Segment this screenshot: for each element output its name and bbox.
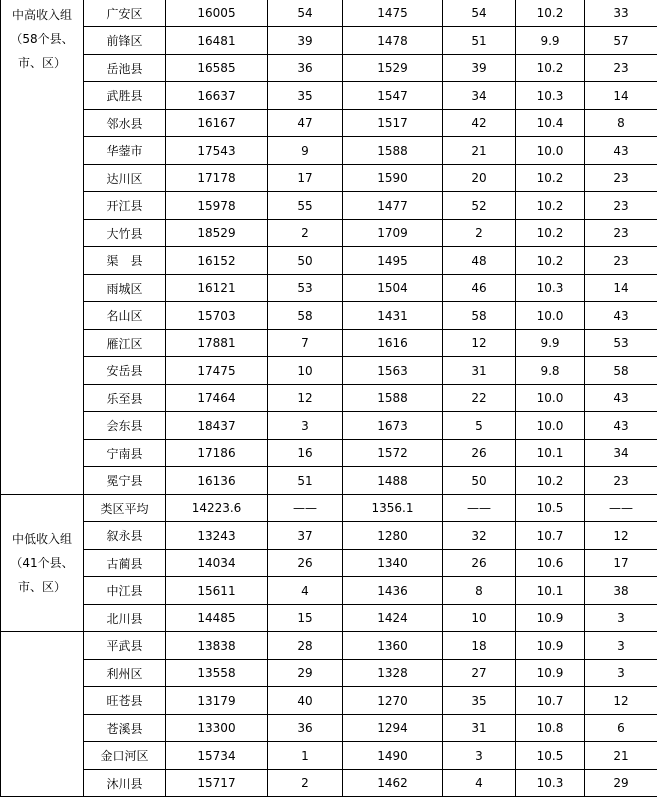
ratio-rank-cell: 23 (585, 192, 657, 220)
region-name-cell: 北川县 (84, 605, 166, 632)
ratio-value-cell: 10.2 (516, 0, 585, 27)
ratio-rank-cell: 12 (585, 522, 657, 550)
consumption-value-cell: 1462 (343, 770, 443, 797)
table-row (1, 715, 657, 742)
consumption-rank-cell: 10 (443, 605, 516, 632)
consumption-rank-cell: 26 (443, 440, 516, 467)
table-row (1, 137, 657, 165)
region-name-cell: 华蓥市 (84, 137, 166, 165)
region-name-cell: 沐川县 (84, 770, 166, 797)
income-rank-cell: 58 (268, 302, 343, 330)
ratio-rank-cell: 8 (585, 110, 657, 137)
region-name-cell: 叙永县 (84, 522, 166, 550)
region-name-cell: 会东县 (84, 412, 166, 440)
income-value-cell: 16136 (166, 467, 268, 495)
region-name-cell: 雁江区 (84, 330, 166, 357)
region-name-cell: 古蔺县 (84, 550, 166, 577)
table-row (1, 247, 657, 275)
ratio-rank-cell: 34 (585, 440, 657, 467)
table-row (1, 165, 657, 192)
ratio-value-cell: 10.1 (516, 577, 585, 605)
income-rank-cell: 47 (268, 110, 343, 137)
consumption-value-cell: 1517 (343, 110, 443, 137)
consumption-value-cell: 1504 (343, 275, 443, 302)
income-value-cell: 18437 (166, 412, 268, 440)
region-name-cell: 达川区 (84, 165, 166, 192)
group-label-line: （58个县、 (10, 32, 74, 46)
ratio-value-cell: 10.2 (516, 192, 585, 220)
table-row (1, 632, 657, 660)
ratio-value-cell: 10.2 (516, 220, 585, 247)
region-name-cell: 邻水县 (84, 110, 166, 137)
region-name-cell: 武胜县 (84, 82, 166, 110)
group-label-line: 市、区） (17, 580, 66, 594)
ratio-value-cell: 10.6 (516, 550, 585, 577)
region-name-cell: 乐至县 (84, 385, 166, 412)
income-value-cell: 16637 (166, 82, 268, 110)
income-rank-cell: 2 (268, 220, 343, 247)
table-row (1, 522, 657, 550)
income-value-cell: 15717 (166, 770, 268, 797)
consumption-rank-cell: 54 (443, 0, 516, 27)
region-name-cell: 开江县 (84, 192, 166, 220)
consumption-value-cell: 1588 (343, 385, 443, 412)
ratio-rank-cell: 12 (585, 687, 657, 715)
income-value-cell: 17464 (166, 385, 268, 412)
region-name-cell: 名山区 (84, 302, 166, 330)
table-row (1, 330, 657, 357)
consumption-value-cell: 1490 (343, 742, 443, 770)
ratio-value-cell: 10.0 (516, 302, 585, 330)
ratio-value-cell: 10.1 (516, 440, 585, 467)
ratio-value-cell: 10.9 (516, 660, 585, 687)
income-value-cell: 16121 (166, 275, 268, 302)
ratio-value-cell: 10.2 (516, 467, 585, 495)
ratio-value-cell: 10.5 (516, 742, 585, 770)
income-rank-cell: 50 (268, 247, 343, 275)
ratio-value-cell: 10.7 (516, 687, 585, 715)
income-rank-cell: 2 (268, 770, 343, 797)
region-name-cell: 雨城区 (84, 275, 166, 302)
ratio-value-cell: 10.2 (516, 247, 585, 275)
ratio-rank-cell: 3 (585, 632, 657, 660)
group-label-cell (1, 0, 84, 495)
group-label-cell (1, 632, 84, 797)
income-rank-cell: 4 (268, 577, 343, 605)
income-value-cell: 13243 (166, 522, 268, 550)
ratio-value-cell: 10.4 (516, 110, 585, 137)
income-value-cell: 16585 (166, 55, 268, 82)
region-name-cell: 冕宁县 (84, 467, 166, 495)
table-row (1, 0, 657, 27)
income-rank-cell: 36 (268, 715, 343, 742)
ratio-value-cell: 10.2 (516, 55, 585, 82)
ratio-rank-cell: 38 (585, 577, 657, 605)
consumption-rank-cell: 51 (443, 27, 516, 55)
region-name-cell: 大竹县 (84, 220, 166, 247)
table-row (1, 440, 657, 467)
ratio-rank-cell: 17 (585, 550, 657, 577)
region-name-cell: 旺苍县 (84, 687, 166, 715)
consumption-value-cell: 1436 (343, 577, 443, 605)
consumption-rank-cell: 35 (443, 687, 516, 715)
consumption-value-cell: 1424 (343, 605, 443, 632)
ratio-value-cell: 10.0 (516, 412, 585, 440)
ratio-rank-cell: 23 (585, 467, 657, 495)
consumption-value-cell: 1616 (343, 330, 443, 357)
table-row (1, 687, 657, 715)
ratio-rank-cell: 3 (585, 605, 657, 632)
ratio-rank-cell: —— (585, 495, 657, 522)
table-row (1, 770, 657, 797)
group-label-line: （41个县、 (10, 556, 74, 570)
region-name-cell: 利州区 (84, 660, 166, 687)
consumption-rank-cell: 3 (443, 742, 516, 770)
consumption-value-cell: 1709 (343, 220, 443, 247)
consumption-rank-cell: 48 (443, 247, 516, 275)
income-value-cell: 13838 (166, 632, 268, 660)
ratio-rank-cell: 21 (585, 742, 657, 770)
income-value-cell: 14223.6 (166, 495, 268, 522)
table-row (1, 412, 657, 440)
consumption-rank-cell: 20 (443, 165, 516, 192)
table-row (1, 82, 657, 110)
table-row (1, 385, 657, 412)
region-name-cell: 金口河区 (84, 742, 166, 770)
consumption-rank-cell: 2 (443, 220, 516, 247)
consumption-rank-cell: 8 (443, 577, 516, 605)
consumption-rank-cell: 21 (443, 137, 516, 165)
income-value-cell: 15703 (166, 302, 268, 330)
table-row (1, 220, 657, 247)
consumption-rank-cell: 34 (443, 82, 516, 110)
consumption-value-cell: 1475 (343, 0, 443, 27)
income-value-cell: 17543 (166, 137, 268, 165)
income-rank-cell: 26 (268, 550, 343, 577)
ratio-rank-cell: 58 (585, 357, 657, 385)
consumption-rank-cell: 22 (443, 385, 516, 412)
ratio-value-cell: 10.2 (516, 165, 585, 192)
income-rank-cell: 35 (268, 82, 343, 110)
consumption-rank-cell: 4 (443, 770, 516, 797)
income-value-cell: 15734 (166, 742, 268, 770)
income-rank-cell: 7 (268, 330, 343, 357)
consumption-value-cell: 1478 (343, 27, 443, 55)
consumption-value-cell: 1328 (343, 660, 443, 687)
ratio-rank-cell: 6 (585, 715, 657, 742)
income-value-cell: 17881 (166, 330, 268, 357)
income-value-cell: 16167 (166, 110, 268, 137)
income-value-cell: 16005 (166, 0, 268, 27)
income-value-cell: 14034 (166, 550, 268, 577)
income-value-cell: 15611 (166, 577, 268, 605)
income-rank-cell: 53 (268, 275, 343, 302)
consumption-rank-cell: 50 (443, 467, 516, 495)
income-value-cell: 17475 (166, 357, 268, 385)
ratio-rank-cell: 43 (585, 137, 657, 165)
income-rank-cell: —— (268, 495, 343, 522)
consumption-value-cell: 1340 (343, 550, 443, 577)
ratio-rank-cell: 23 (585, 165, 657, 192)
income-value-cell: 16481 (166, 27, 268, 55)
consumption-value-cell: 1477 (343, 192, 443, 220)
consumption-value-cell: 1529 (343, 55, 443, 82)
income-rank-cell: 15 (268, 605, 343, 632)
table-row (1, 27, 657, 55)
ratio-rank-cell: 23 (585, 247, 657, 275)
ratio-value-cell: 10.5 (516, 495, 585, 522)
income-value-cell: 16152 (166, 247, 268, 275)
region-name-cell: 苍溪县 (84, 715, 166, 742)
consumption-value-cell: 1547 (343, 82, 443, 110)
income-value-cell: 13300 (166, 715, 268, 742)
income-rank-cell: 10 (268, 357, 343, 385)
income-value-cell: 17178 (166, 165, 268, 192)
income-rank-cell: 39 (268, 27, 343, 55)
region-name-cell: 类区平均 (84, 495, 166, 522)
income-value-cell: 18529 (166, 220, 268, 247)
consumption-rank-cell: 18 (443, 632, 516, 660)
income-value-cell: 17186 (166, 440, 268, 467)
table-row (1, 742, 657, 770)
income-rank-cell: 9 (268, 137, 343, 165)
table-row (1, 550, 657, 577)
consumption-rank-cell: 52 (443, 192, 516, 220)
ratio-value-cell: 10.3 (516, 770, 585, 797)
table-row (1, 577, 657, 605)
region-name-cell: 平武县 (84, 632, 166, 660)
ratio-value-cell: 10.3 (516, 82, 585, 110)
income-rank-cell: 3 (268, 412, 343, 440)
consumption-rank-cell: 31 (443, 715, 516, 742)
consumption-value-cell: 1431 (343, 302, 443, 330)
ratio-value-cell: 9.9 (516, 27, 585, 55)
consumption-rank-cell: 39 (443, 55, 516, 82)
ratio-value-cell: 10.8 (516, 715, 585, 742)
consumption-rank-cell: 46 (443, 275, 516, 302)
ratio-rank-cell: 43 (585, 412, 657, 440)
ratio-value-cell: 10.7 (516, 522, 585, 550)
ratio-value-cell: 9.8 (516, 357, 585, 385)
consumption-rank-cell: 32 (443, 522, 516, 550)
income-rank-cell: 55 (268, 192, 343, 220)
consumption-value-cell: 1356.1 (343, 495, 443, 522)
consumption-rank-cell: 5 (443, 412, 516, 440)
consumption-rank-cell: 27 (443, 660, 516, 687)
ratio-rank-cell: 53 (585, 330, 657, 357)
consumption-value-cell: 1563 (343, 357, 443, 385)
ratio-rank-cell: 14 (585, 82, 657, 110)
consumption-rank-cell: 58 (443, 302, 516, 330)
income-rank-cell: 36 (268, 55, 343, 82)
region-name-cell: 渠 县 (84, 247, 166, 275)
income-value-cell: 15978 (166, 192, 268, 220)
income-rank-cell: 51 (268, 467, 343, 495)
income-rank-cell: 29 (268, 660, 343, 687)
consumption-value-cell: 1590 (343, 165, 443, 192)
region-name-cell: 宁南县 (84, 440, 166, 467)
consumption-value-cell: 1673 (343, 412, 443, 440)
ratio-value-cell: 10.3 (516, 275, 585, 302)
ratio-rank-cell: 43 (585, 385, 657, 412)
consumption-value-cell: 1280 (343, 522, 443, 550)
income-rank-cell: 12 (268, 385, 343, 412)
group-label-line: 市、区） (17, 56, 66, 70)
region-name-cell: 广安区 (84, 0, 166, 27)
consumption-value-cell: 1572 (343, 440, 443, 467)
table-row (1, 192, 657, 220)
consumption-value-cell: 1488 (343, 467, 443, 495)
consumption-rank-cell: —— (443, 495, 516, 522)
ratio-value-cell: 9.9 (516, 330, 585, 357)
region-name-cell: 岳池县 (84, 55, 166, 82)
consumption-rank-cell: 12 (443, 330, 516, 357)
table-row (1, 110, 657, 137)
ratio-rank-cell: 57 (585, 27, 657, 55)
table-row (1, 302, 657, 330)
group-label-cell (1, 495, 84, 632)
income-rank-cell: 40 (268, 687, 343, 715)
income-value-cell: 13558 (166, 660, 268, 687)
ratio-rank-cell: 23 (585, 55, 657, 82)
table-row (1, 357, 657, 385)
region-name-cell: 前锋区 (84, 27, 166, 55)
consumption-value-cell: 1270 (343, 687, 443, 715)
table-row (1, 495, 657, 522)
group-label-line: 中低收入组 (11, 532, 72, 546)
consumption-rank-cell: 42 (443, 110, 516, 137)
ratio-rank-cell: 23 (585, 220, 657, 247)
ratio-value-cell: 10.9 (516, 632, 585, 660)
consumption-rank-cell: 31 (443, 357, 516, 385)
income-rank-cell: 54 (268, 0, 343, 27)
ratio-value-cell: 10.0 (516, 385, 585, 412)
table-row (1, 660, 657, 687)
table-row (1, 275, 657, 302)
ratio-rank-cell: 3 (585, 660, 657, 687)
table-row (1, 55, 657, 82)
income-value-cell: 14485 (166, 605, 268, 632)
ratio-rank-cell: 14 (585, 275, 657, 302)
ratio-rank-cell: 43 (585, 302, 657, 330)
consumption-value-cell: 1495 (343, 247, 443, 275)
ratio-rank-cell: 33 (585, 0, 657, 27)
ratio-value-cell: 10.9 (516, 605, 585, 632)
consumption-value-cell: 1360 (343, 632, 443, 660)
income-rank-cell: 1 (268, 742, 343, 770)
income-rank-cell: 28 (268, 632, 343, 660)
ratio-value-cell: 10.0 (516, 137, 585, 165)
income-rank-cell: 17 (268, 165, 343, 192)
table-row (1, 467, 657, 495)
income-rank-cell: 37 (268, 522, 343, 550)
group-label-line: 中高收入组 (11, 8, 72, 22)
consumption-value-cell: 1294 (343, 715, 443, 742)
region-name-cell: 中江县 (84, 577, 166, 605)
ratio-rank-cell: 29 (585, 770, 657, 797)
income-value-cell: 13179 (166, 687, 268, 715)
income-rank-cell: 16 (268, 440, 343, 467)
consumption-rank-cell: 26 (443, 550, 516, 577)
table-row (1, 605, 657, 632)
region-name-cell: 安岳县 (84, 357, 166, 385)
consumption-value-cell: 1588 (343, 137, 443, 165)
